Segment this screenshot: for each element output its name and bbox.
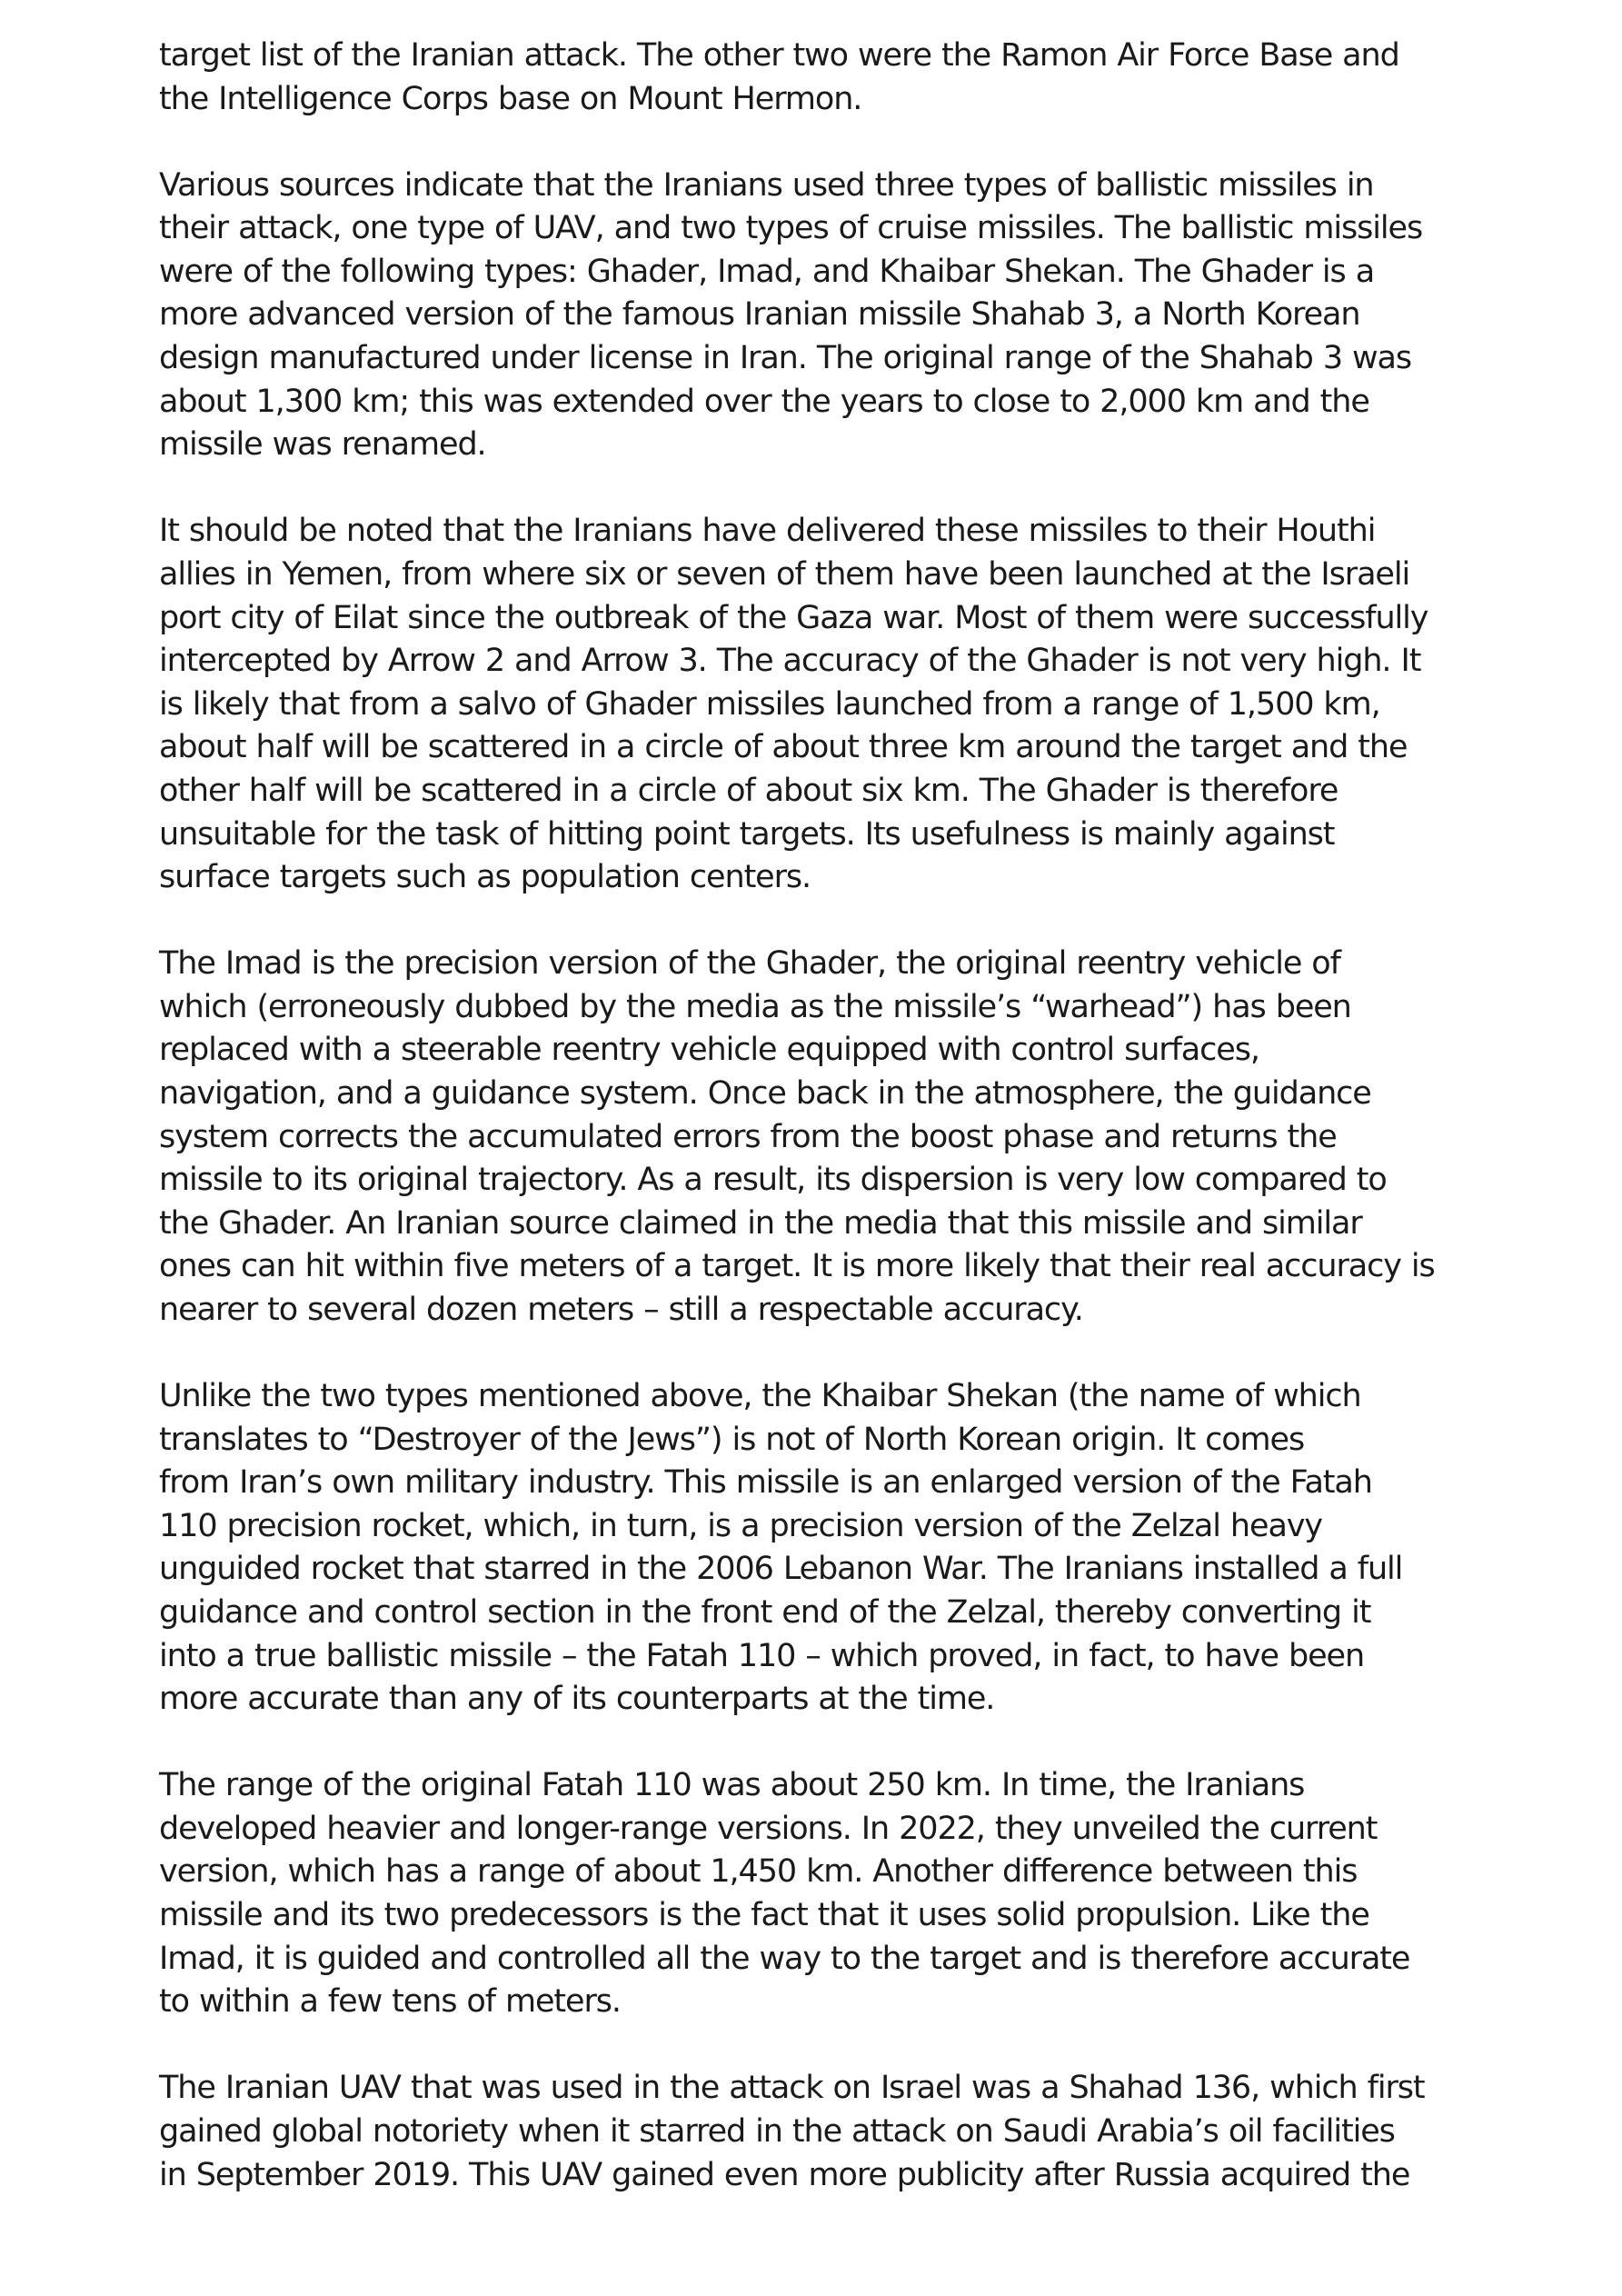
text-line: from Iran’s own military industry. This missile is an enlarged version of the Fatah bbox=[159, 1464, 1372, 1502]
text-line: missile and its two predecessors is the fact that it uses solid propulsion. Like the bbox=[159, 1897, 1369, 1934]
text-line: Various sources indicate that the Iranians used three types of ballistic missiles in bbox=[159, 166, 1374, 204]
paragraph-6 bbox=[159, 1764, 1495, 2024]
text-line: missile was renamed. bbox=[159, 426, 486, 464]
text-line: design manufactured under license in Iran. The original range of the Shahab 3 was bbox=[159, 340, 1412, 377]
text-line: surface targets such as population centers. bbox=[159, 859, 811, 896]
text-line: more accurate than any of its counterparts at the time. bbox=[159, 1681, 995, 1718]
text-line: were of the following types: Ghader, Imad, and Khaibar Shekan. The Ghader is a bbox=[159, 253, 1375, 290]
text-line: 110 precision rocket, which, in turn, is a precision version of the Zelzal heavy bbox=[159, 1507, 1323, 1544]
text-line: the Intelligence Corps base on Mount Hermon. bbox=[159, 80, 862, 117]
text-line: other half will be scattered in a circle of about six km. The Ghader is therefore bbox=[159, 772, 1338, 809]
text-line: unsuitable for the task of hitting point targets. Its usefulness is mainly against bbox=[159, 815, 1335, 853]
text-line: about 1,300 km; this was extended over the years to close to 2,000 km and the bbox=[159, 383, 1369, 420]
text-line: system corrects the accumulated errors from the boost phase and returns the bbox=[159, 1118, 1337, 1155]
text-line: translates to “Destroyer of the Jews”) is not of North Korean origin. It comes bbox=[159, 1421, 1305, 1458]
text-line: The Iranian UAV that was used in the attack on Israel was a Shahad 136, which first bbox=[159, 2070, 1425, 2107]
text-line: ones can hit within five meters of a target. It is more likely that their real accuracy is bbox=[159, 1248, 1435, 1285]
text-line: gained global notoriety when it starred in the attack on Saudi Arabia’s oil facilities bbox=[159, 2112, 1395, 2150]
text-line: about half will be scattered in a circle of about three km around the target and the bbox=[159, 729, 1408, 766]
text-line: replaced with a steerable reentry vehicle equipped with control surfaces, bbox=[159, 1032, 1259, 1069]
text-line: port city of Eilat since the outbreak of the Gaza war. Most of them were successfully bbox=[159, 599, 1428, 636]
text-line: unguided rocket that starred in the 2006 Lebanon War. The Iranians installed a full bbox=[159, 1551, 1403, 1588]
text-line: target list of the Iranian attack. The other two were the Ramon Air Force Base and bbox=[159, 37, 1399, 74]
text-line: more advanced version of the famous Iranian missile Shahab 3, a North Korean bbox=[159, 296, 1360, 334]
text-line: the Ghader. An Iranian source claimed in the media that this missile and similar bbox=[159, 1204, 1362, 1242]
paragraph-2 bbox=[159, 165, 1495, 467]
text-line: It should be noted that the Iranians have delivered these missiles to their Houthi bbox=[159, 513, 1376, 550]
text-line: is likely that from a salvo of Ghader missiles launched from a range of 1,500 km, bbox=[159, 685, 1380, 723]
text-line: their attack, one type of UAV, and two types of cruise missiles. The ballistic missiles bbox=[159, 210, 1423, 247]
paragraph-3 bbox=[159, 510, 1495, 899]
text-line: Unlike the two types mentioned above, the Khaibar Shekan (the name of which bbox=[159, 1378, 1361, 1415]
text-line: The Imad is the precision version of the Ghader, the original reentry vehicle of bbox=[159, 945, 1340, 983]
text-line: to within a few tens of meters. bbox=[159, 1983, 621, 2021]
text-line: The range of the original Fatah 110 was about 250 km. In time, the Iranians bbox=[159, 1767, 1305, 1804]
text-line: allies in Yemen, from where six or seven of them have been launched at the Israeli bbox=[159, 555, 1410, 593]
paragraph-4 bbox=[159, 943, 1495, 1332]
text-line: guidance and control section in the front end of the Zelzal, thereby converting it bbox=[159, 1594, 1371, 1631]
text-line: version, which has a range of about 1,450 km. Another difference between this bbox=[159, 1853, 1358, 1891]
paragraph-1 bbox=[159, 35, 1495, 121]
paragraph-7 bbox=[159, 2067, 1495, 2197]
text-line: missile to its original trajectory. As a result, its dispersion is very low compared to bbox=[159, 1162, 1387, 1199]
text-line: developed heavier and longer-range versions. In 2022, they unveiled the current bbox=[159, 1810, 1378, 1847]
paragraph-5 bbox=[159, 1375, 1495, 1722]
text-line: Imad, it is guided and controlled all the way to the target and is therefore accurate bbox=[159, 1940, 1410, 1977]
text-line: nearer to several dozen meters – still a respectable accuracy. bbox=[159, 1291, 1083, 1328]
text-line: which (erroneously dubbed by the media as the missile’s “warhead”) has been bbox=[159, 988, 1351, 1025]
text-line: intercepted by Arrow 2 and Arrow 3. The accuracy of the Ghader is not very high. It bbox=[159, 643, 1421, 680]
text-line: into a true ballistic missile – the Fatah 110 – which proved, in fact, to have been bbox=[159, 1637, 1365, 1674]
document-page bbox=[159, 35, 1495, 2241]
text-line: in September 2019. This UAV gained even more publicity after Russia acquired the bbox=[159, 2156, 1410, 2193]
text-line: navigation, and a guidance system. Once back in the atmosphere, the guidance bbox=[159, 1074, 1371, 1112]
